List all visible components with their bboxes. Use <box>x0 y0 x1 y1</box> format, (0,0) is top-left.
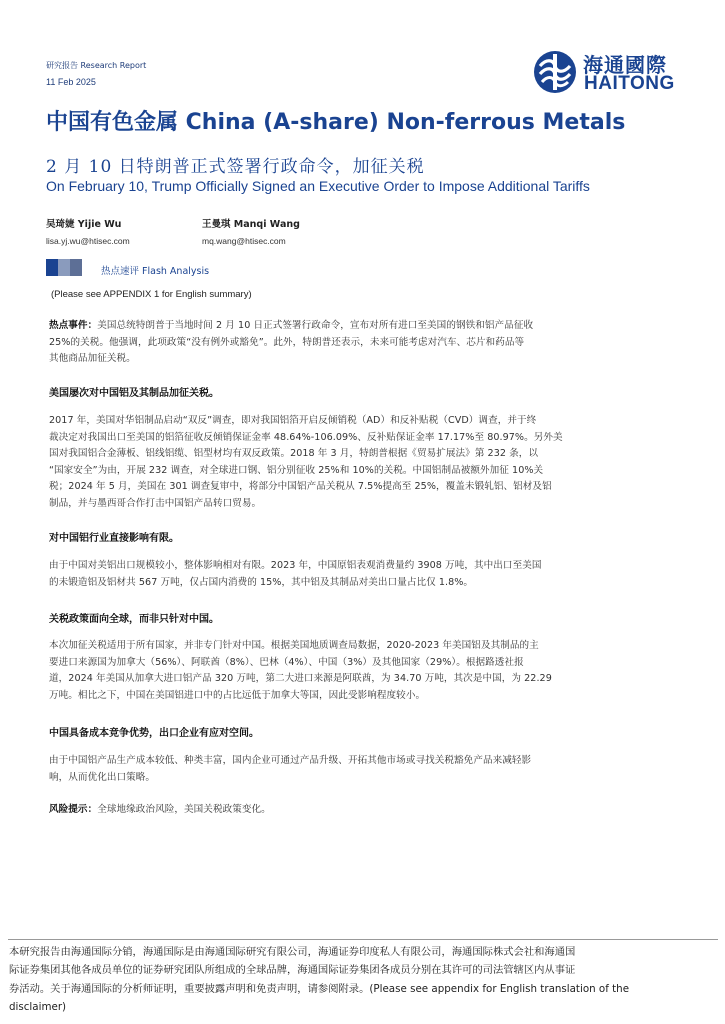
paragraph-line: 的未锻造铝及铝材共 567 万吨，仅占国内消费的 15%，其中铝及其制品对美出口量占比仅 1.8%。 <box>49 576 474 588</box>
disclaimer-text <box>9 943 719 1016</box>
author-email: lisa.yj.wu@htisec.com <box>46 236 130 246</box>
disclaimer-line: disclaimer) <box>9 1000 67 1013</box>
footer-divider <box>8 939 718 940</box>
flash-analysis-bar <box>46 259 82 276</box>
paragraph-line: 2017 年，美国对华铝制品启动“双反”调查，即对我国铝箔开启反倾销税（AD）和反补贴税（CVD）调查，并于终 <box>49 415 537 426</box>
paragraph-line: 国对我国铝合金薄板、铝线铝缆、铝型材均有双反政策。2018 年 3 月，特朗普根据《贸易扩展法》第 232 条，以 <box>49 448 539 459</box>
flash-analysis-label: 热点速评 Flash Analysis <box>101 266 210 277</box>
paragraph-line: 其他商品加征关税。 <box>49 353 136 364</box>
hot-event-lead: 热点事件： <box>49 320 98 331</box>
paragraph-line: 由于中国对美铝出口规模较小，整体影响相对有限。2023 年，中国原铝表观消费量约 3908 万吨，其中出口至美国 <box>49 560 542 571</box>
section-paragraph <box>49 413 689 512</box>
author-name: 吴琦婕 Yijie Wu <box>46 219 122 230</box>
author-email: mq.wang@htisec.com <box>202 236 286 246</box>
paragraph-line: 响，从而优化出口策略。 <box>49 771 156 783</box>
paragraph-line: 要进口来源国为加拿大（56%）、阿联酋（8%）、巴林（4%）、中国（3%）及其他国家（29%）。根据路透社报 <box>49 656 524 668</box>
disclaimer-line: 际证券集团其他各成员单位的证券研究团队所组成的全球品牌，海通国际证券集团各成员分别在其许可的司法管辖区内从事证 <box>9 964 576 977</box>
paragraph-line: 本次加征关税适用于所有国家，并非专门针对中国。根据美国地质调查局数据，2020-2023 年美国铝及其制品的主 <box>49 640 539 651</box>
section-heading: 关税政策面向全球，而非只针对中国。 <box>49 614 219 625</box>
risk-text: 全球地缘政治风险，美国关税政策变化。 <box>97 804 271 815</box>
section-heading: 对中国铝行业直接影响有限。 <box>49 533 179 544</box>
appendix-note: (Please see APPENDIX 1 for English summary) <box>51 289 252 300</box>
haitong-emblem-icon <box>531 49 579 95</box>
company-logo <box>531 49 706 95</box>
report-subtitle-cn: 2 月 10 日特朗普正式签署行政命令，加征关税 <box>46 157 425 177</box>
section-heading: 中国具备成本竞争优势，出口企业有应对空间。 <box>49 728 259 739</box>
disclaimer-line: 本研究报告由海通国际分销，海通国际是由海通国际研究有限公司，海通证券印度私人有限公司，海通国际株式会社和海通国 <box>9 946 576 958</box>
risk-warning <box>49 802 689 819</box>
section-paragraph <box>49 753 689 786</box>
risk-lead: 风险提示： <box>49 804 98 815</box>
paragraph-line: 美国总统特朗普于当地时间 2 月 10 日正式签署行政命令，宣布对所有进口至美国的钢铁和铝产品征收 <box>97 320 534 331</box>
paragraph-line: “国家安全”为由，开展 232 调查，对全球进口钢、铝分别征收 25%和 10%的关税。中国铝制品被额外加征 10%关 <box>49 464 544 476</box>
report-title: 中国有色金属 China (A-share) Non-ferrous Metals <box>46 110 626 135</box>
hot-event-paragraph <box>49 318 689 368</box>
paragraph-line: 万吨。相比之下，中国在美国铝进口中的占比远低于加拿大等国，因此受影响程度较小。 <box>49 689 426 701</box>
paragraph-line: 由于中国铝产品生产成本较低、种类丰富，国内企业可通过产品升级、开拓其他市场或寻找关税豁免产品来减轻影 <box>49 755 532 766</box>
report-subtitle-en: On February 10, Trump Officially Signed an Executive Order to Impose Additional Tariffs <box>46 178 590 194</box>
section-paragraph <box>49 638 689 704</box>
section-paragraph <box>49 558 689 591</box>
paragraph-line: 道，2024 年美国从加拿大进口铝产品 320 万吨，第二大进口来源是阿联酋，为 34.70 万吨，其次是中国，为 22.29 <box>49 673 552 684</box>
section-heading: 美国屡次对中国铝及其制品加征关税。 <box>49 388 219 399</box>
disclaimer-line: 券活动。关于海通国际的分析师证明，重要披露声明和免责声明，请参阅附录。(Please see appendix for English translation of the <box>9 982 630 995</box>
report-date: 11 Feb 2025 <box>46 77 96 87</box>
paragraph-line: 裁决定对我国出口至美国的铝箔征收反倾销保证金率 48.64%-106.09%、反补贴保证金率 17.17%至 80.97%。另外美 <box>49 431 563 443</box>
logo-text-en: HAITONG <box>584 73 675 94</box>
logo-text-cn: 海通國際 <box>583 53 667 77</box>
paragraph-line: 制品，并与墨西哥合作打击中国铝产品转口贸易。 <box>49 497 262 509</box>
report-type-label: 研究报告 Research Report <box>46 61 147 70</box>
author-name: 王曼琪 Manqi Wang <box>202 219 300 230</box>
paragraph-line: 税；2024 年 5 月，美国在 301 调查复审中，将部分中国铝产品关税从 7.5%提高至 25%，覆盖未锻轧铝、铝材及铝 <box>49 481 552 492</box>
paragraph-line: 25%的关税。他强调，此项政策“没有例外或豁免”。此外，特朗普还表示，未来可能考虑对汽车、芯片和药品等 <box>49 336 525 348</box>
